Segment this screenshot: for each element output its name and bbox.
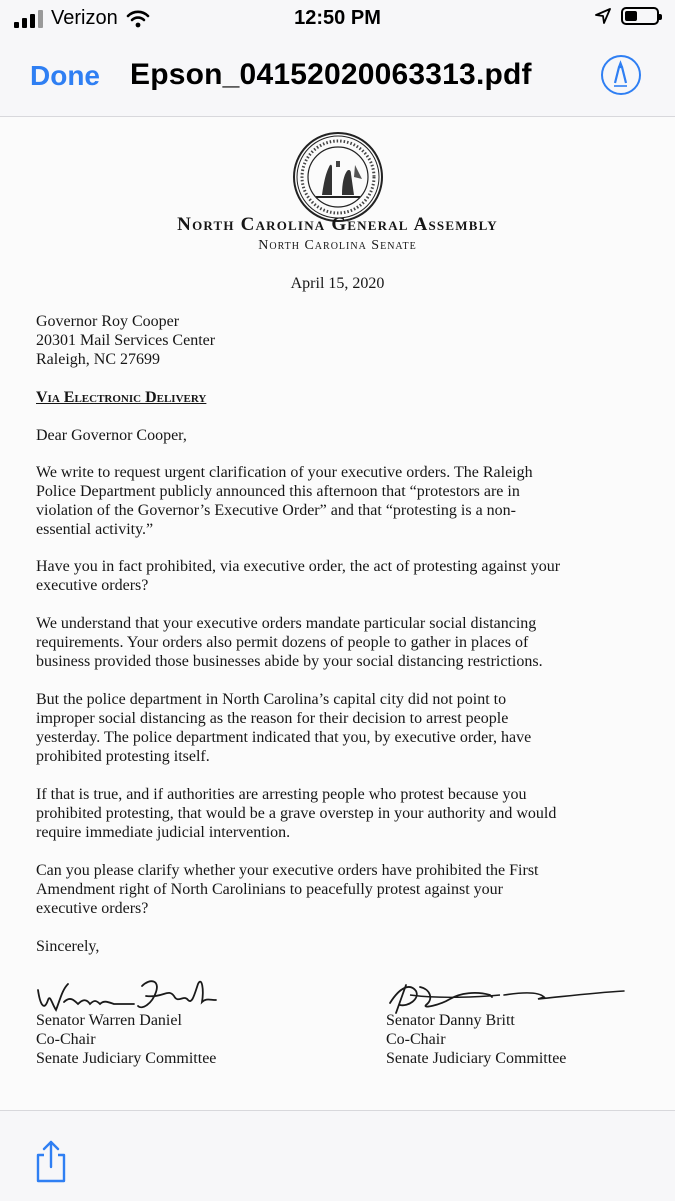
done-button[interactable]: Done [30, 60, 100, 91]
paragraph-line: essential activity.” [36, 521, 154, 538]
markup-pen-icon[interactable] [601, 55, 641, 95]
paragraph-line: prohibited protesting, that would be a grave overstep in your authority and would [36, 805, 557, 822]
paragraph-line: Can you please clarify whether your executive orders have prohibited the First [36, 862, 539, 879]
salutation: Dear Governor Cooper, [36, 427, 187, 444]
signatory-role: Co-Chair [36, 1031, 96, 1048]
paragraph-line: Amendment right of North Carolinians to peacefully protest against your [36, 881, 503, 898]
letterhead-subtitle: North Carolina Senate [258, 238, 417, 253]
signatory-name: Senator Danny Britt [386, 1012, 515, 1029]
bottom-toolbar [0, 1110, 675, 1201]
state-seal-icon [292, 131, 384, 223]
paragraph-line: require immediate judicial intervention. [36, 824, 291, 841]
nav-bar [0, 40, 675, 117]
address-line: 20301 Mail Services Center [36, 332, 216, 349]
paragraph-line: yesterday. The police department indicated that you, by executive order, have [36, 729, 532, 746]
delivery-method: Via Electronic Delivery [36, 389, 207, 406]
paragraph-line: executive orders? [36, 577, 149, 594]
paragraph-line: Have you in fact prohibited, via executive order, the act of protesting against your [36, 558, 561, 575]
paragraph-line: Police Department publicly announced this afternoon that “protestors are in [36, 483, 520, 500]
paragraph-line: improper social distancing as the reason for their decision to arrest people [36, 710, 509, 727]
closing: Sincerely, [36, 938, 100, 955]
signatory-committee: Senate Judiciary Committee [386, 1050, 567, 1067]
battery-icon [621, 7, 659, 25]
signatory-committee: Senate Judiciary Committee [36, 1050, 217, 1067]
pdf-page [0, 117, 675, 1110]
paragraph-line: prohibited protesting itself. [36, 748, 210, 765]
signature-warren-daniel [34, 970, 234, 1018]
paragraph-line: business provided those businesses abide by your social distancing restrictions. [36, 653, 543, 670]
paragraph-line: executive orders? [36, 900, 149, 917]
address-line: Raleigh, NC 27699 [36, 351, 160, 368]
share-icon[interactable] [32, 1139, 70, 1183]
status-bar [0, 0, 675, 40]
paragraph-line: If that is true, and if authorities are arresting people who protest because you [36, 786, 527, 803]
signatory-name: Senator Warren Daniel [36, 1012, 182, 1029]
document-title: Epson_04152020063313.pdf [130, 58, 532, 91]
address-line: Governor Roy Cooper [36, 313, 180, 330]
paragraph-line: But the police department in North Carolina’s capital city did not point to [36, 691, 507, 708]
clock: 12:50 PM [294, 7, 381, 29]
paragraph-line: requirements. Your orders also permit dozens of people to gather in places of [36, 634, 529, 651]
carrier-label: Verizon [51, 7, 118, 29]
location-arrow-icon [595, 8, 611, 24]
paragraph-line: We understand that your executive orders mandate particular social distancing [36, 615, 537, 632]
signature-danny-britt [380, 977, 630, 1017]
letterhead-title: North Carolina General Assembly [177, 214, 498, 235]
paragraph-line: violation of the Governor’s Executive Order” and that “protesting is a non- [36, 502, 517, 519]
signatory-role: Co-Chair [386, 1031, 446, 1048]
letter-date: April 15, 2020 [290, 275, 385, 292]
paragraph-line: We write to request urgent clarification of your executive orders. The Raleigh [36, 464, 533, 481]
